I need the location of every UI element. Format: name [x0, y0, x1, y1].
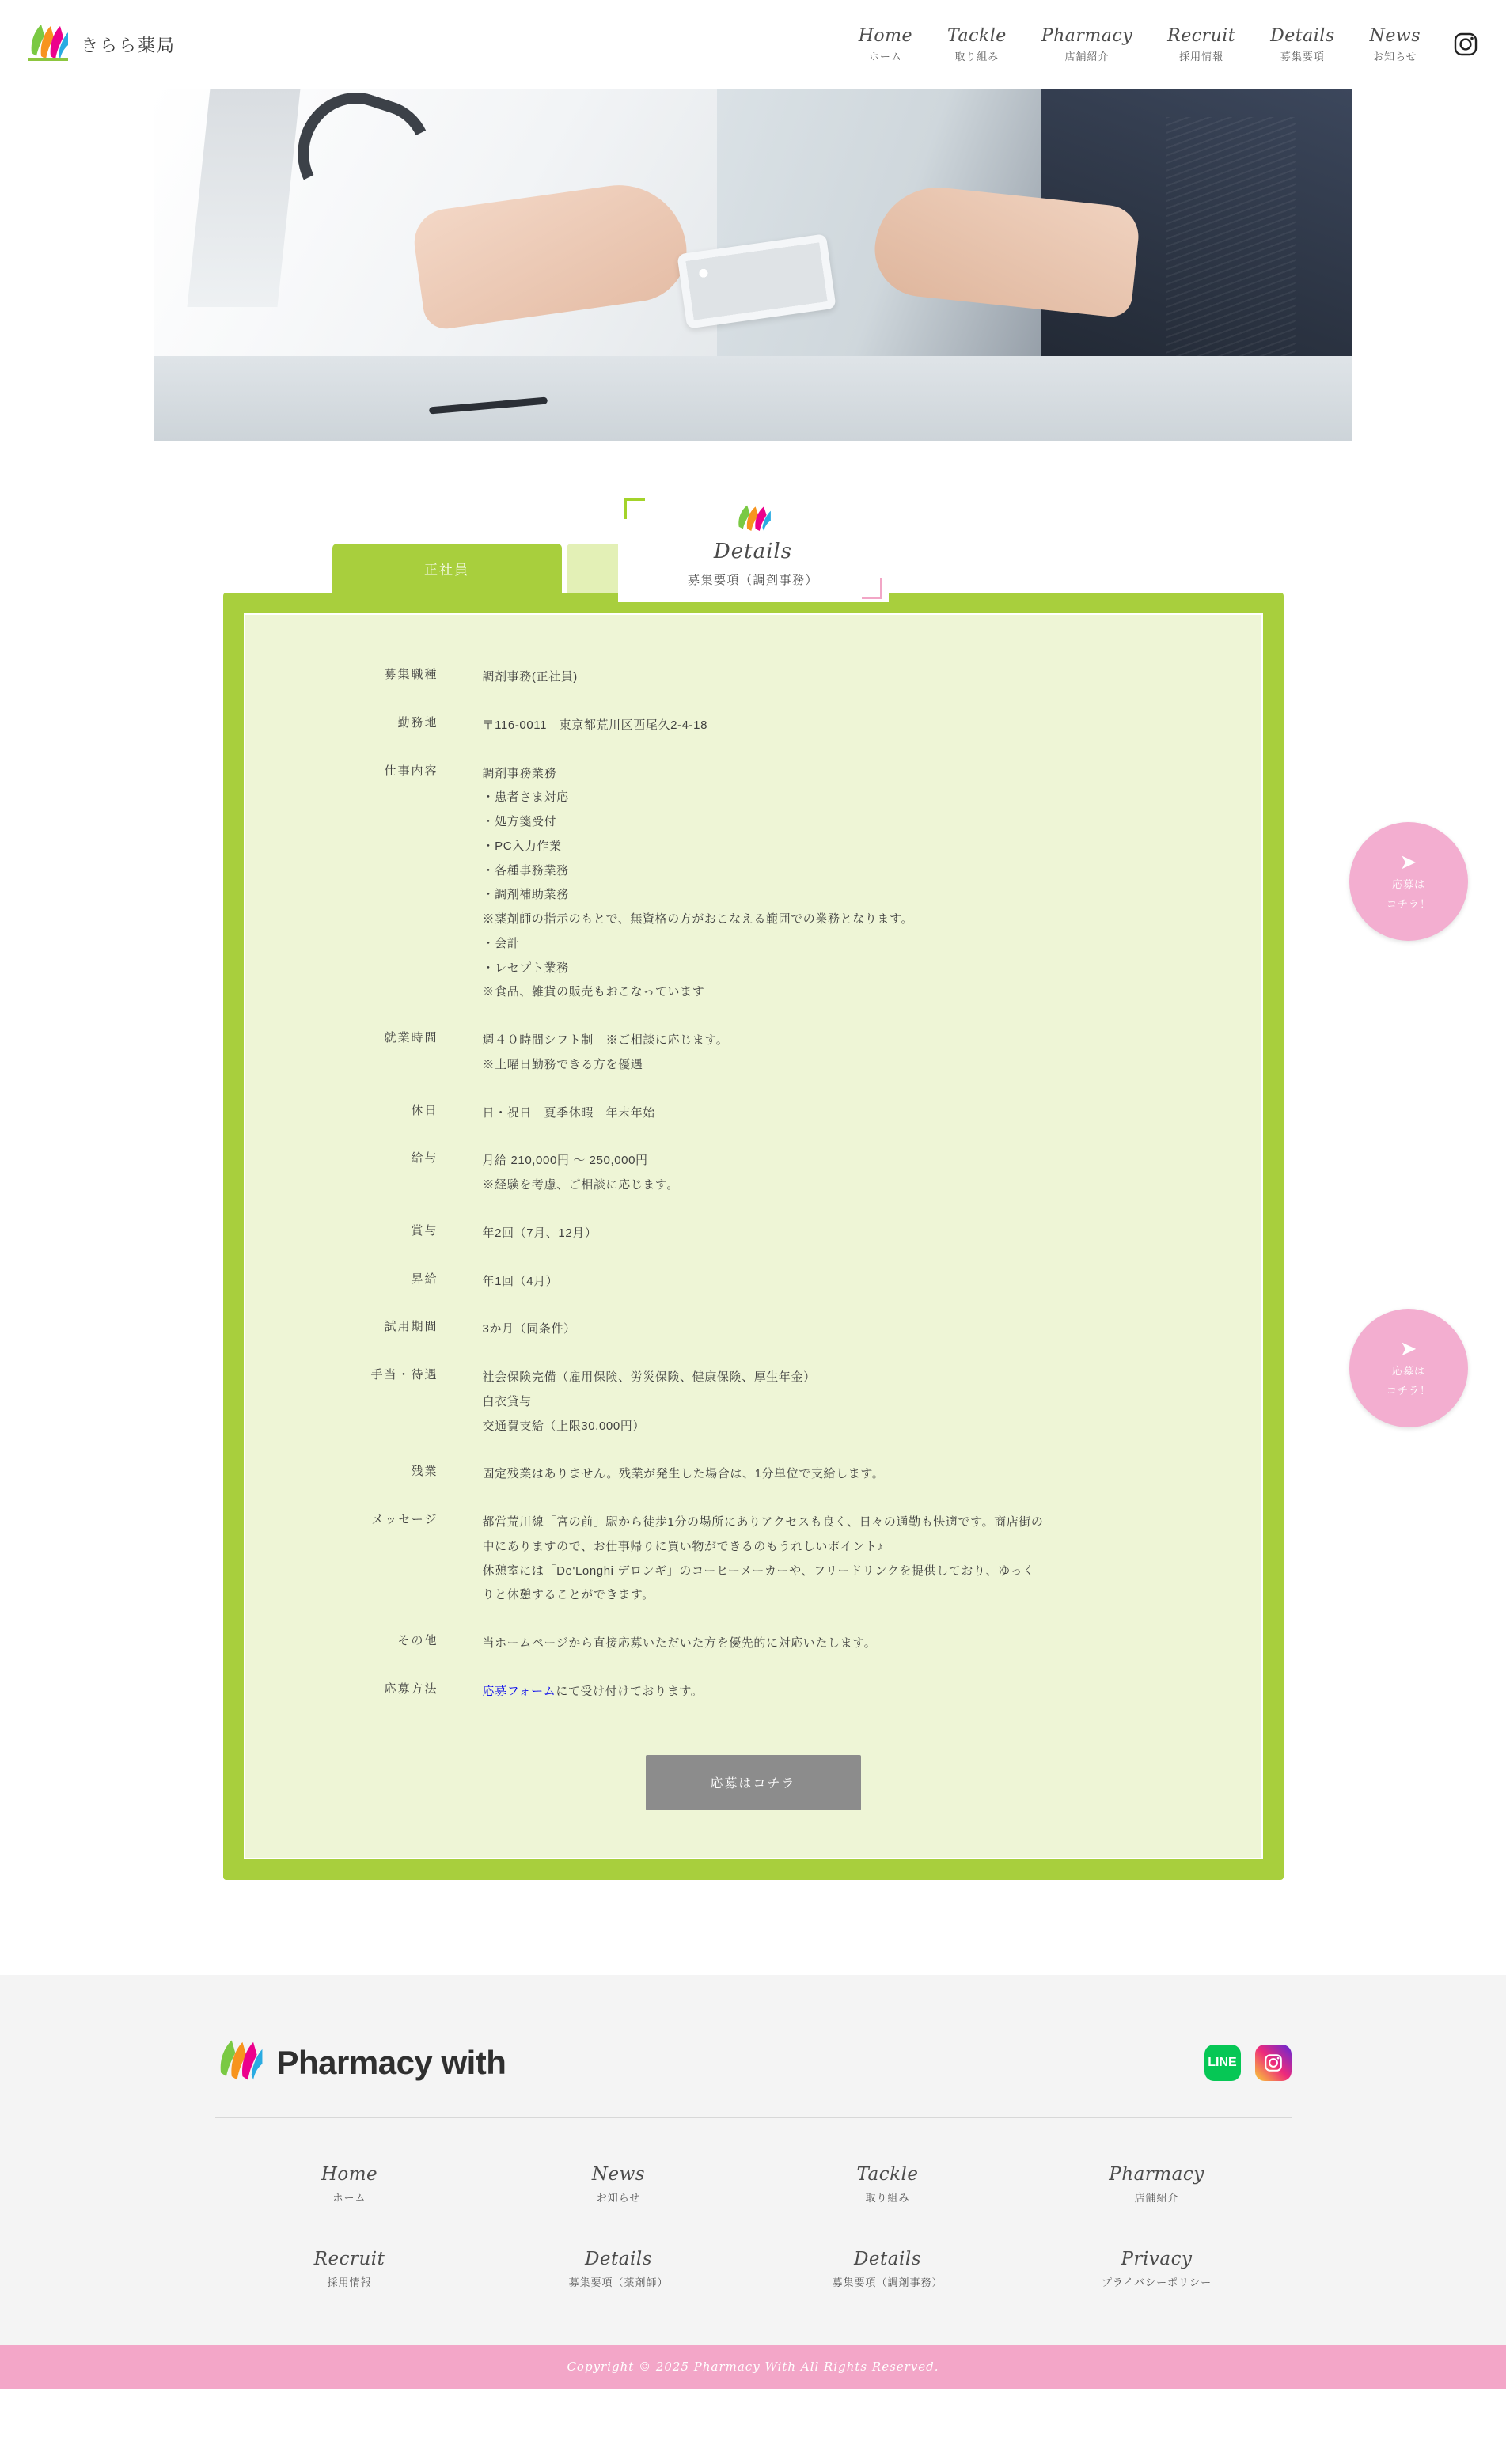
footer-logo-svg [215, 2037, 264, 2089]
row-label: 応募方法 [384, 1681, 438, 1696]
badge-line-1: 応募は [1391, 1364, 1425, 1377]
footer-link-details-clerk[interactable] [753, 2249, 1022, 2289]
tab-fulltime[interactable]: 正社員 [332, 544, 562, 593]
value-line: ・レセプト業務 [482, 961, 569, 975]
nav-ja: お知らせ [1372, 51, 1417, 63]
row-value [483, 752, 1214, 1020]
footer-link-en: Tackle [856, 2163, 919, 2185]
row-label: 勤務地 [397, 715, 438, 730]
footer-link-en: Pharmacy [1109, 2163, 1204, 2185]
row-value [483, 1019, 1214, 1092]
value-line: りと休憩することができます。 [482, 1588, 654, 1602]
value-line: ・各種事務業務 [482, 863, 569, 878]
corner-accent-green [624, 498, 645, 519]
value-line: ・患者さま対応 [482, 790, 569, 805]
row-label: 試用期間 [384, 1320, 438, 1334]
table-row [293, 1092, 1214, 1140]
footer-link-en: Home [321, 2163, 378, 2185]
paper-plane-icon: ➤ [1399, 849, 1418, 874]
nav-ja: ホーム [868, 51, 902, 63]
value-line: 年2回（7月、12月） [482, 1226, 597, 1240]
row-value [483, 1260, 1214, 1309]
floating-apply-badge-1[interactable] [1349, 822, 1468, 941]
footer-link-ja: 採用情報 [327, 2276, 372, 2288]
footer-links [215, 2118, 1292, 2345]
table-row [293, 1019, 1214, 1092]
hero-desk [154, 356, 1352, 441]
row-value [483, 1453, 1214, 1501]
row-label: その他 [397, 1634, 438, 1647]
table-row [293, 1670, 1214, 1719]
table-row [293, 1453, 1214, 1501]
footer-link-ja: 店舗紹介 [1134, 2191, 1179, 2204]
row-label: メッセージ [371, 1513, 438, 1526]
nav-item-news[interactable] [1370, 25, 1421, 63]
nav-en: Pharmacy [1041, 26, 1133, 47]
footer-link-ja: プライバシーポリシー [1101, 2276, 1212, 2288]
nav-ja: 店舗紹介 [1064, 51, 1110, 63]
row-value [483, 1501, 1214, 1622]
footer-brand[interactable] [215, 2037, 506, 2089]
value-line: 休憩室には「De'Longhi デロンギ」のコーヒーメーカーや、フリードリンクを提供しており、ゆっく [482, 1564, 1035, 1578]
table-row [293, 704, 1214, 752]
footer-inner [215, 2037, 1292, 2345]
footer-link-en: Privacy [1121, 2248, 1193, 2269]
corner-accent-pink [862, 578, 882, 599]
nav-item-tackle[interactable] [947, 25, 1007, 63]
row-label: 休日 [411, 1103, 438, 1117]
value-line: 3か月（同条件） [482, 1322, 576, 1336]
job-details-panel [223, 593, 1284, 1880]
table-row [293, 1501, 1214, 1622]
value-line: 都営荒川線「宮の前」駅から徒歩1分の場所にありアクセスも良く、日々の通勤も快適です。商店街の [482, 1515, 1044, 1529]
footer-link-news[interactable] [484, 2164, 753, 2204]
page-title-ja: 募集要項（調剤事務） [687, 574, 818, 587]
hero-image [154, 89, 1352, 441]
value-line: 交通費支給（上限30,000円） [482, 1419, 645, 1433]
footer-link-ja: 募集要項（調剤事務） [832, 2276, 943, 2288]
value-text: にて受け付けております。 [556, 1684, 704, 1698]
nav-en: Tackle [947, 26, 1007, 47]
value-line: 当ホームページから直接応募いただいた方を優先的に対応いたします。 [482, 1636, 877, 1650]
footer-link-ja: 募集要項（薬剤師） [568, 2276, 669, 2288]
badge-line-2: コチラ！ [1386, 1385, 1431, 1397]
value-line: 週４０時間シフト制 ※ご相談に応じます。 [482, 1033, 729, 1047]
row-label: 募集職種 [384, 668, 438, 681]
footer-link-tackle[interactable] [753, 2164, 1022, 2204]
footer-link-privacy[interactable] [1022, 2249, 1292, 2289]
floating-apply-badge-2[interactable] [1349, 1309, 1468, 1427]
brand-name: きらら薬局 [81, 35, 176, 55]
nav-item-details[interactable] [1270, 25, 1334, 63]
nav-item-recruit[interactable] [1167, 25, 1235, 63]
row-value [483, 1212, 1214, 1260]
title-logo-svg [734, 503, 772, 536]
value-line: 調剤事務業務 [482, 766, 557, 780]
row-label: 給与 [411, 1151, 438, 1166]
nav-item-home[interactable] [859, 25, 912, 63]
value-line: ※薬剤師の指示のもとで、無資格の方がおこなえる範囲での業務となります。 [482, 912, 914, 926]
page-title-logo-icon [734, 503, 772, 536]
badge-line-1: 応募は [1391, 878, 1425, 890]
value-line: ・調剤補助業務 [482, 888, 569, 902]
footer-logo-text: Pharmacy with [276, 2043, 506, 2081]
value-line: 月給 210,000円 〜 250,000円 [482, 1154, 648, 1168]
logo-svg [27, 21, 70, 67]
page-title-en: Details [713, 540, 793, 563]
value-line: 日・祝日 夏季休暇 年末年始 [482, 1105, 655, 1120]
table-row [293, 656, 1214, 704]
brand-logo[interactable] [27, 21, 176, 67]
row-value [483, 1092, 1214, 1140]
value-line: ※食品、雑貨の販売もおこなっています [482, 985, 705, 999]
table-row [293, 1308, 1214, 1356]
table-row [293, 752, 1214, 1020]
value-line: 調剤事務(正社員) [482, 670, 578, 684]
value-line: 〒116-0011 東京都荒川区西尾久2-4-18 [482, 718, 708, 732]
row-value [483, 1670, 1214, 1719]
nav-ja: 採用情報 [1179, 51, 1224, 63]
line-icon[interactable]: LINE [1204, 2045, 1241, 2081]
copyright: Copyright © 2025 Pharmacy With All Rights Reserved. [0, 2345, 1506, 2389]
main-nav [859, 25, 1452, 63]
footer-link-pharmacy[interactable] [1022, 2164, 1292, 2204]
value-line: 社会保険完備（雇用保険、労災保険、健康保険、厚生年金） [482, 1370, 816, 1384]
value-line [483, 1680, 1214, 1704]
footer-link-en: Recruit [313, 2248, 385, 2269]
row-value [483, 704, 1214, 752]
footer-link-en: Details [853, 2248, 922, 2269]
instagram-glyph [1263, 2053, 1284, 2073]
value-line: ・処方箋受付 [482, 815, 557, 828]
row-label: 昇給 [411, 1272, 438, 1286]
apply-button-wrap [293, 1755, 1214, 1810]
footer-link-en: Details [584, 2248, 653, 2269]
row-label: 残業 [411, 1465, 438, 1479]
instagram-glyph [1453, 32, 1478, 57]
footer-link-ja: ホーム [332, 2191, 366, 2204]
footer-link-ja: お知らせ [596, 2191, 641, 2204]
table-row [293, 1212, 1214, 1260]
row-value [483, 1308, 1214, 1356]
value-line: ・PC入力作業 [482, 839, 562, 853]
nav-item-pharmacy[interactable] [1041, 25, 1132, 63]
nav-en: Recruit [1167, 26, 1236, 47]
footer-link-home[interactable] [215, 2164, 484, 2204]
table-row [293, 1356, 1214, 1453]
footer-social [1204, 2045, 1292, 2081]
job-details-inner [244, 613, 1263, 1859]
value-line: 白衣貸与 [482, 1394, 532, 1408]
row-value [483, 1356, 1214, 1453]
row-value [483, 1139, 1214, 1212]
footer-link-ja: 取り組み [865, 2191, 910, 2204]
badge-line-2: コチラ！ [1386, 898, 1431, 910]
value-line: ※経験を考慮、ご相談に応じます。 [482, 1178, 679, 1192]
nav-en: Details [1270, 26, 1335, 47]
pharmacy-with-logo-icon [27, 21, 70, 67]
table-row [293, 1139, 1214, 1212]
site-footer [0, 1975, 1506, 2389]
instagram-icon[interactable] [1255, 2045, 1292, 2081]
nav-en: News [1369, 26, 1421, 47]
footer-top [215, 2037, 1292, 2118]
nav-ja: 取り組み [954, 51, 1000, 63]
site-header [0, 0, 1506, 89]
table-row [293, 1260, 1214, 1309]
hero-photo [154, 89, 1352, 441]
value-line: ※土曜日勤務できる方を優遇 [482, 1057, 643, 1071]
value-line: ・会計 [482, 936, 520, 950]
row-label: 手当・待遇 [370, 1368, 438, 1382]
row-label: 就業時間 [384, 1031, 438, 1044]
application-form-link[interactable]: 応募フォーム [482, 1684, 556, 1698]
instagram-icon[interactable] [1452, 31, 1479, 58]
row-label: 賞与 [411, 1223, 438, 1238]
page-title-plate [618, 492, 889, 602]
value-line: 固定残業はありません。残業が発生した場合は、1分単位で支給します。 [482, 1467, 885, 1481]
nav-ja: 募集要項 [1280, 51, 1325, 63]
value-line: 中にありますので、お仕事帰りに買い物ができるのもうれしいポイント♪ [482, 1539, 884, 1553]
footer-link-en: News [591, 2163, 646, 2185]
apply-button[interactable]: 応募はコチラ [646, 1755, 861, 1810]
job-details-table [293, 656, 1214, 1719]
row-label: 仕事内容 [384, 764, 438, 778]
pharmacy-with-logo-icon [215, 2037, 264, 2089]
footer-link-recruit[interactable] [215, 2249, 484, 2289]
nav-en: Home [858, 26, 913, 47]
footer-link-details-pharmacist[interactable] [484, 2249, 753, 2289]
table-row [293, 1622, 1214, 1670]
value-line: 年1回（4月） [482, 1274, 559, 1288]
row-value [483, 1622, 1214, 1670]
row-value [483, 656, 1214, 704]
paper-plane-icon: ➤ [1399, 1336, 1418, 1360]
